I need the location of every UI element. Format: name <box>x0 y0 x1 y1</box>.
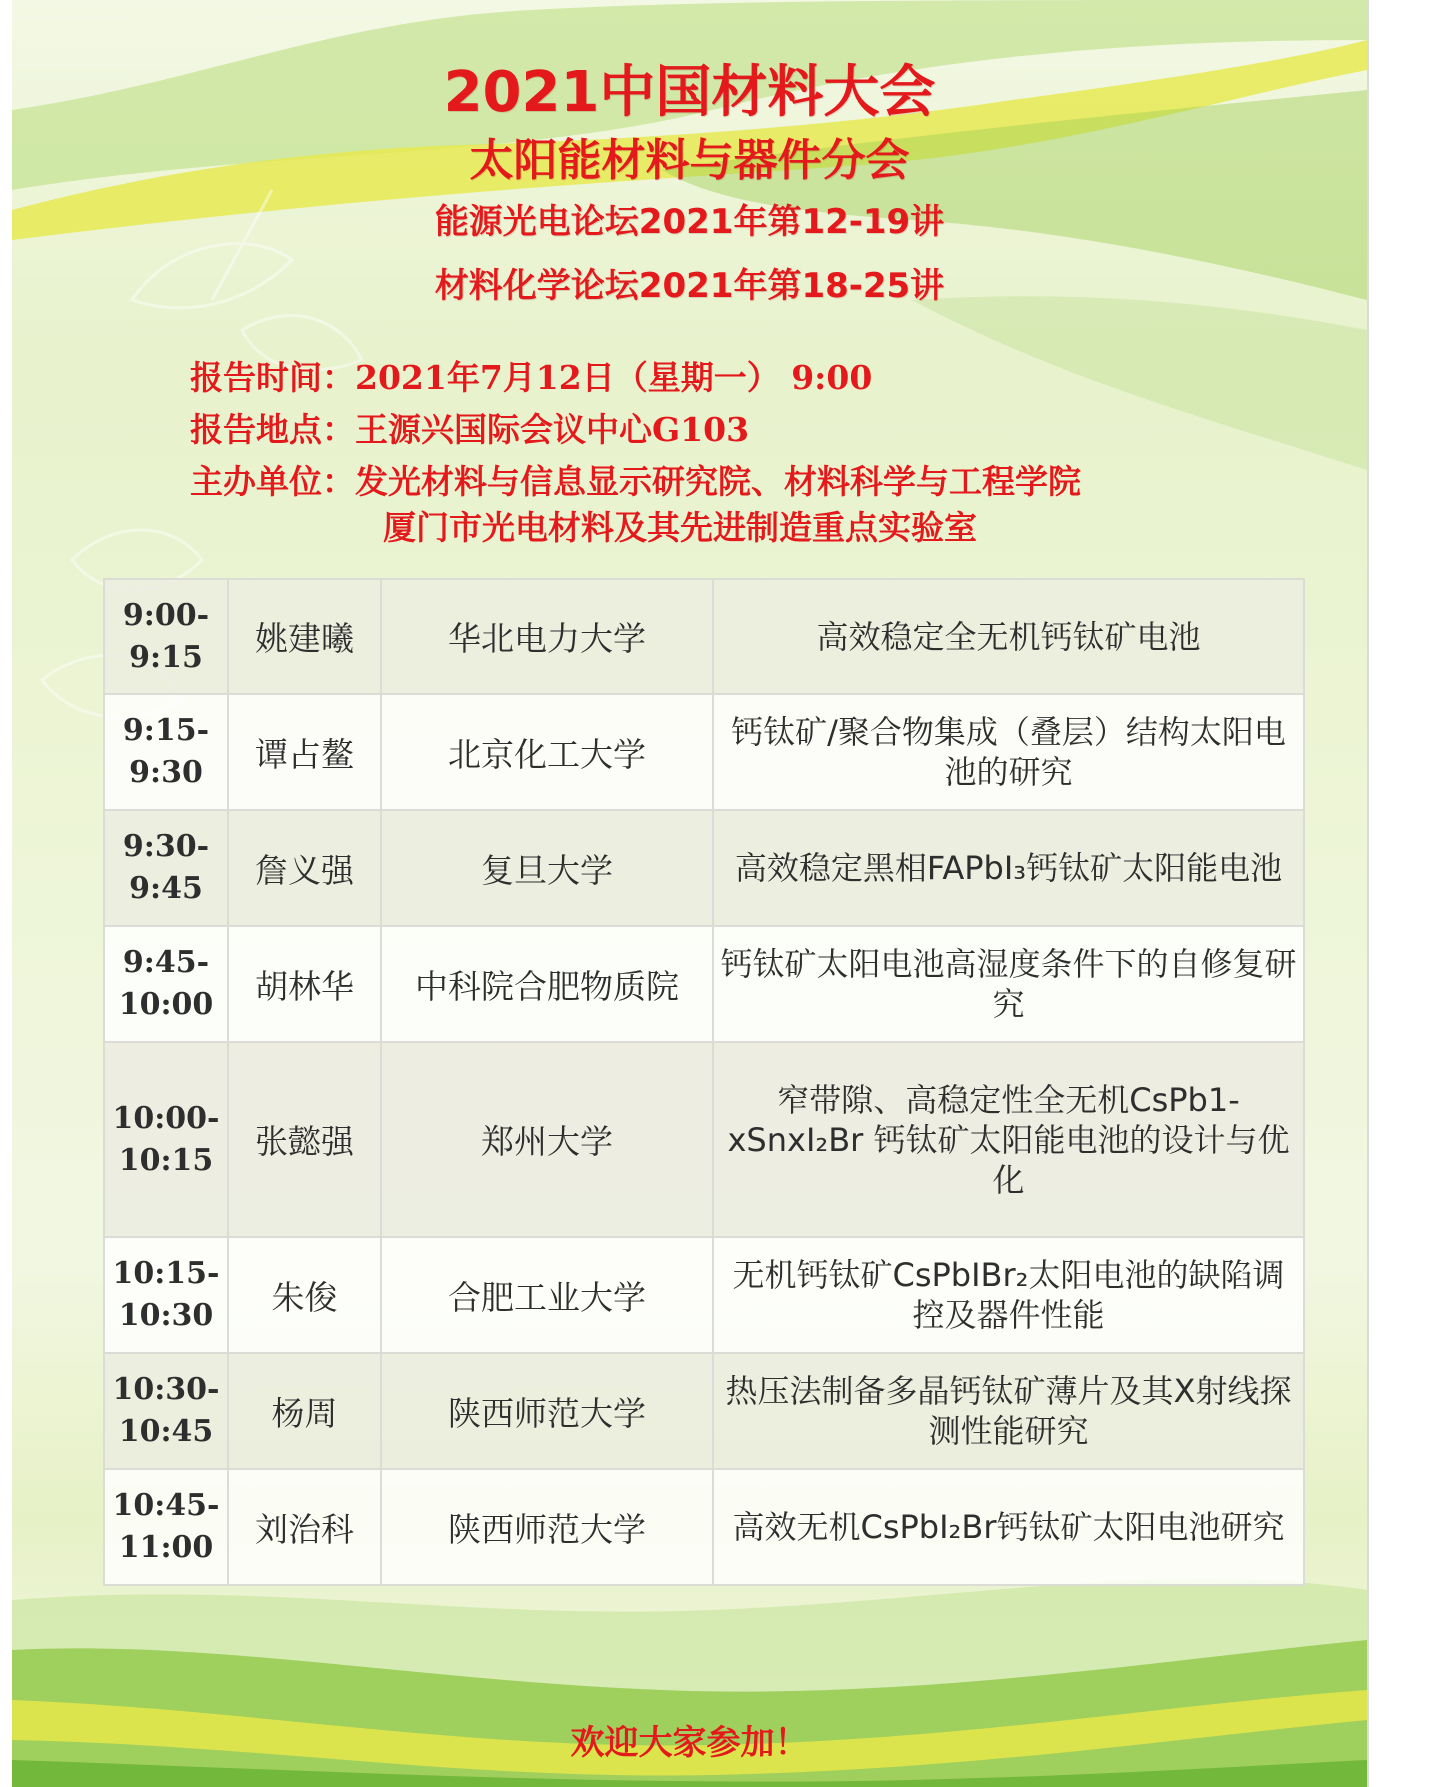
topic-cell: 钙钛矿/聚合物集成（叠层）结构太阳电池的研究 <box>713 694 1304 810</box>
institution-cell: 北京化工大学 <box>381 694 713 810</box>
institution-cell: 陕西师范大学 <box>381 1469 713 1585</box>
table-row <box>104 1353 1304 1469</box>
organizer <box>190 456 1081 503</box>
speaker-cell: 杨周 <box>228 1353 381 1469</box>
speaker-cell: 张懿强 <box>228 1042 381 1237</box>
page-margin <box>1367 0 1440 1787</box>
table-row <box>104 694 1304 810</box>
institution-cell: 中科院合肥物质院 <box>381 926 713 1042</box>
topic-cell: 高效无机CsPbI₂Br钙钛矿太阳电池研究 <box>713 1469 1304 1585</box>
welcome-text: 欢迎大家参加！ <box>570 1723 809 1763</box>
time-cell: 9:15- 9:30 <box>104 694 228 810</box>
speaker-cell: 胡林华 <box>228 926 381 1042</box>
institution-cell: 复旦大学 <box>381 810 713 926</box>
table-row <box>104 926 1304 1042</box>
table-row <box>104 810 1304 926</box>
speaker-cell: 朱俊 <box>228 1237 381 1353</box>
time-cell: 10:00- 10:15 <box>104 1042 228 1237</box>
topic-cell: 钙钛矿太阳电池高湿度条件下的自修复研究 <box>713 926 1304 1042</box>
forum-title-chemistry: 材料化学论坛2021年第18-25讲 <box>434 266 945 306</box>
table-row <box>104 1042 1304 1237</box>
report-time <box>190 352 872 399</box>
session-title: 太阳能材料与器件分会 <box>469 135 910 186</box>
speaker-cell: 姚建曦 <box>228 579 381 694</box>
institution-cell: 合肥工业大学 <box>381 1237 713 1353</box>
time-cell: 10:45- 11:00 <box>104 1469 228 1585</box>
forum-title-energy: 能源光电论坛2021年第12-19讲 <box>434 202 945 242</box>
organizer-value-line1: 发光材料与信息显示研究院、材料科学与工程学院 <box>355 462 1081 501</box>
table-row <box>104 579 1304 694</box>
time-cell: 9:00- 9:15 <box>104 579 228 694</box>
organizer-line2 <box>383 502 977 549</box>
report-place-label: 报告地点： <box>190 410 355 449</box>
topic-cell: 无机钙钛矿CsPbIBr₂太阳电池的缺陷调控及器件性能 <box>713 1237 1304 1353</box>
time-cell: 9:45- 10:00 <box>104 926 228 1042</box>
table-row <box>104 1237 1304 1353</box>
speaker-cell: 刘治科 <box>228 1469 381 1585</box>
poster <box>12 0 1369 1787</box>
report-place <box>190 404 749 451</box>
organizer-value-line2: 厦门市光电材料及其先进制造重点实验室 <box>383 508 977 547</box>
report-place-value: 王源兴国际会议中心G103 <box>355 410 750 449</box>
topic-cell: 高效稳定黑相FAPbI₃钙钛矿太阳能电池 <box>713 810 1304 926</box>
speaker-cell: 谭占鳌 <box>228 694 381 810</box>
report-time-label: 报告时间： <box>190 358 355 397</box>
time-cell: 9:30- 9:45 <box>104 810 228 926</box>
schedule-table <box>103 578 1305 1586</box>
speaker-cell: 詹义强 <box>228 810 381 926</box>
table-row <box>104 1469 1304 1585</box>
report-time-value: 2021年7月12日（星期一） 9:00 <box>355 358 873 397</box>
institution-cell: 华北电力大学 <box>381 579 713 694</box>
time-cell: 10:15- 10:30 <box>104 1237 228 1353</box>
institution-cell: 郑州大学 <box>381 1042 713 1237</box>
time-cell: 10:30- 10:45 <box>104 1353 228 1469</box>
topic-cell: 高效稳定全无机钙钛矿电池 <box>713 579 1304 694</box>
topic-cell: 窄带隙、高稳定性全无机CsPb1-xSnxI₂Br 钙钛矿太阳能电池的设计与优化 <box>713 1042 1304 1237</box>
conference-title: 2021中国材料大会 <box>443 60 936 125</box>
organizer-label: 主办单位： <box>190 462 355 501</box>
institution-cell: 陕西师范大学 <box>381 1353 713 1469</box>
topic-cell: 热压法制备多晶钙钛矿薄片及其X射线探测性能研究 <box>713 1353 1304 1469</box>
